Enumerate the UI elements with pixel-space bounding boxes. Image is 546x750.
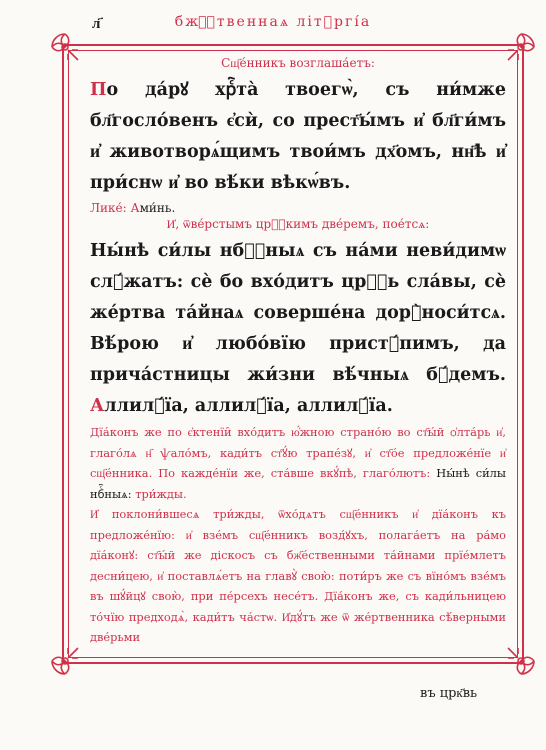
priest-exclamation-text: о да́рꙋ хрⷭ҇та̀ твоегѡ̀, съ ни́мже бл҃госло́венъ є҆сѝ, со прест҃ы́мъ и҆ бл҃ги́мъ и҆ животворѧ́щимъ твои́мъ дх҃омъ, нн҃ѣ и҆ при́снѡ и҆ во вѣ́ки вѣкѡ́въ. <box>90 80 506 193</box>
initial-letter: А <box>130 201 140 215</box>
rubric-paragraph-text: Дїа́конъ же по є҆ктенїи̑ вхо́дитъ ю҆́жною страно́ю во ст҃ы́й ѻ҆лта́рь и҆, глаго́лѧ н҃ ѱало́мъ, кади́тъ ст҃ꙋ́ю трапе́зꙋ, и҆ ст҃о́е предложе́нїе и҆ сщ҃е́нника. По кажде́нїи же, ста́вше вкꙋ́пѣ, глаго́лютъ: <box>90 425 506 480</box>
choir-amen: ми́нь. <box>139 201 176 215</box>
corner-ornament-icon <box>504 30 538 64</box>
page-number: л҃ <box>92 14 101 32</box>
page-content <box>90 54 506 648</box>
running-title: бжⷭ҇твеннаѧ літꙋргі́а <box>174 14 372 30</box>
hymn-initial: Ны́нѣ <box>90 241 150 261</box>
rubric-paragraph-end: три́жды. <box>131 486 187 501</box>
hymn-alleluia: ллилꙋ́їа, аллилꙋ́їа, аллилꙋ́їа. <box>104 396 393 416</box>
corner-ornament-icon <box>48 644 82 678</box>
rubric-doors: И҆, ѿве́рстымъ црⷭ҇кимъ две́ремъ, пое́тсѧ: <box>166 217 430 231</box>
choir-label: Лике́: <box>90 201 127 215</box>
corner-ornament-icon <box>48 30 82 64</box>
rubric-incipit: Ны́нѣ си́лы нбⷭ҇ныѧ: <box>90 466 506 501</box>
rubric-priest: Сщ҃е́нникъ возглаша́етъ: <box>221 56 375 70</box>
hymn-text <box>90 236 506 422</box>
catchword: въ црк҃вь <box>420 686 478 701</box>
rubric-paragraph <box>90 422 506 504</box>
corner-ornament-icon <box>504 644 538 678</box>
choir-response <box>90 201 506 215</box>
initial-letter: А <box>90 396 105 416</box>
rubric-paragraph: И҆ поклони́вшесѧ три́жды, ѿхо́дѧтъ сщ҃е́нникъ и҆ дїа́конъ къ предложе́нїю: и҆ взе́мъ сщ҃е́нникъ возд́ꙋхъ, полага́етъ на ра́мо дїа́конꙋ: ст҃ы́й же діскосъ съ бж҃е́ственными та́йнами прїе́млетъ десни́цею, и҆ поставлѧ́етъ на главꙋ̀ свою̀: поти́ръ же съ вїно́мъ взе́мъ въ шꙋ́йцꙋ свою̀, при пе́рсехъ несе́тъ. Дїа́конъ же, съ кади́льницею то́чїю предходѧ̀, кади́тъ ча́стѡ. И҆дꙋ́тъ же ѿ же́ртвенника сѣ́верными две́рьми <box>90 507 506 644</box>
priest-exclamation <box>90 75 506 199</box>
hymn-body: си́лы нбⷭ҇ныѧ съ на́ми неви́димѡ слꙋ́жатъ: сѐ бо вхо́дитъ црⷭ҇ь сла́вы, сѐ же́ртва та́йнаѧ соверше́на дорꙋ̀носи́тсѧ. Вѣ́рою и҆ любо́вїю пристꙋ́пимъ, да прича́стницы жи́зни вѣ́чныѧ бꙋ́демъ. <box>90 241 506 385</box>
initial-letter: П <box>90 80 107 100</box>
